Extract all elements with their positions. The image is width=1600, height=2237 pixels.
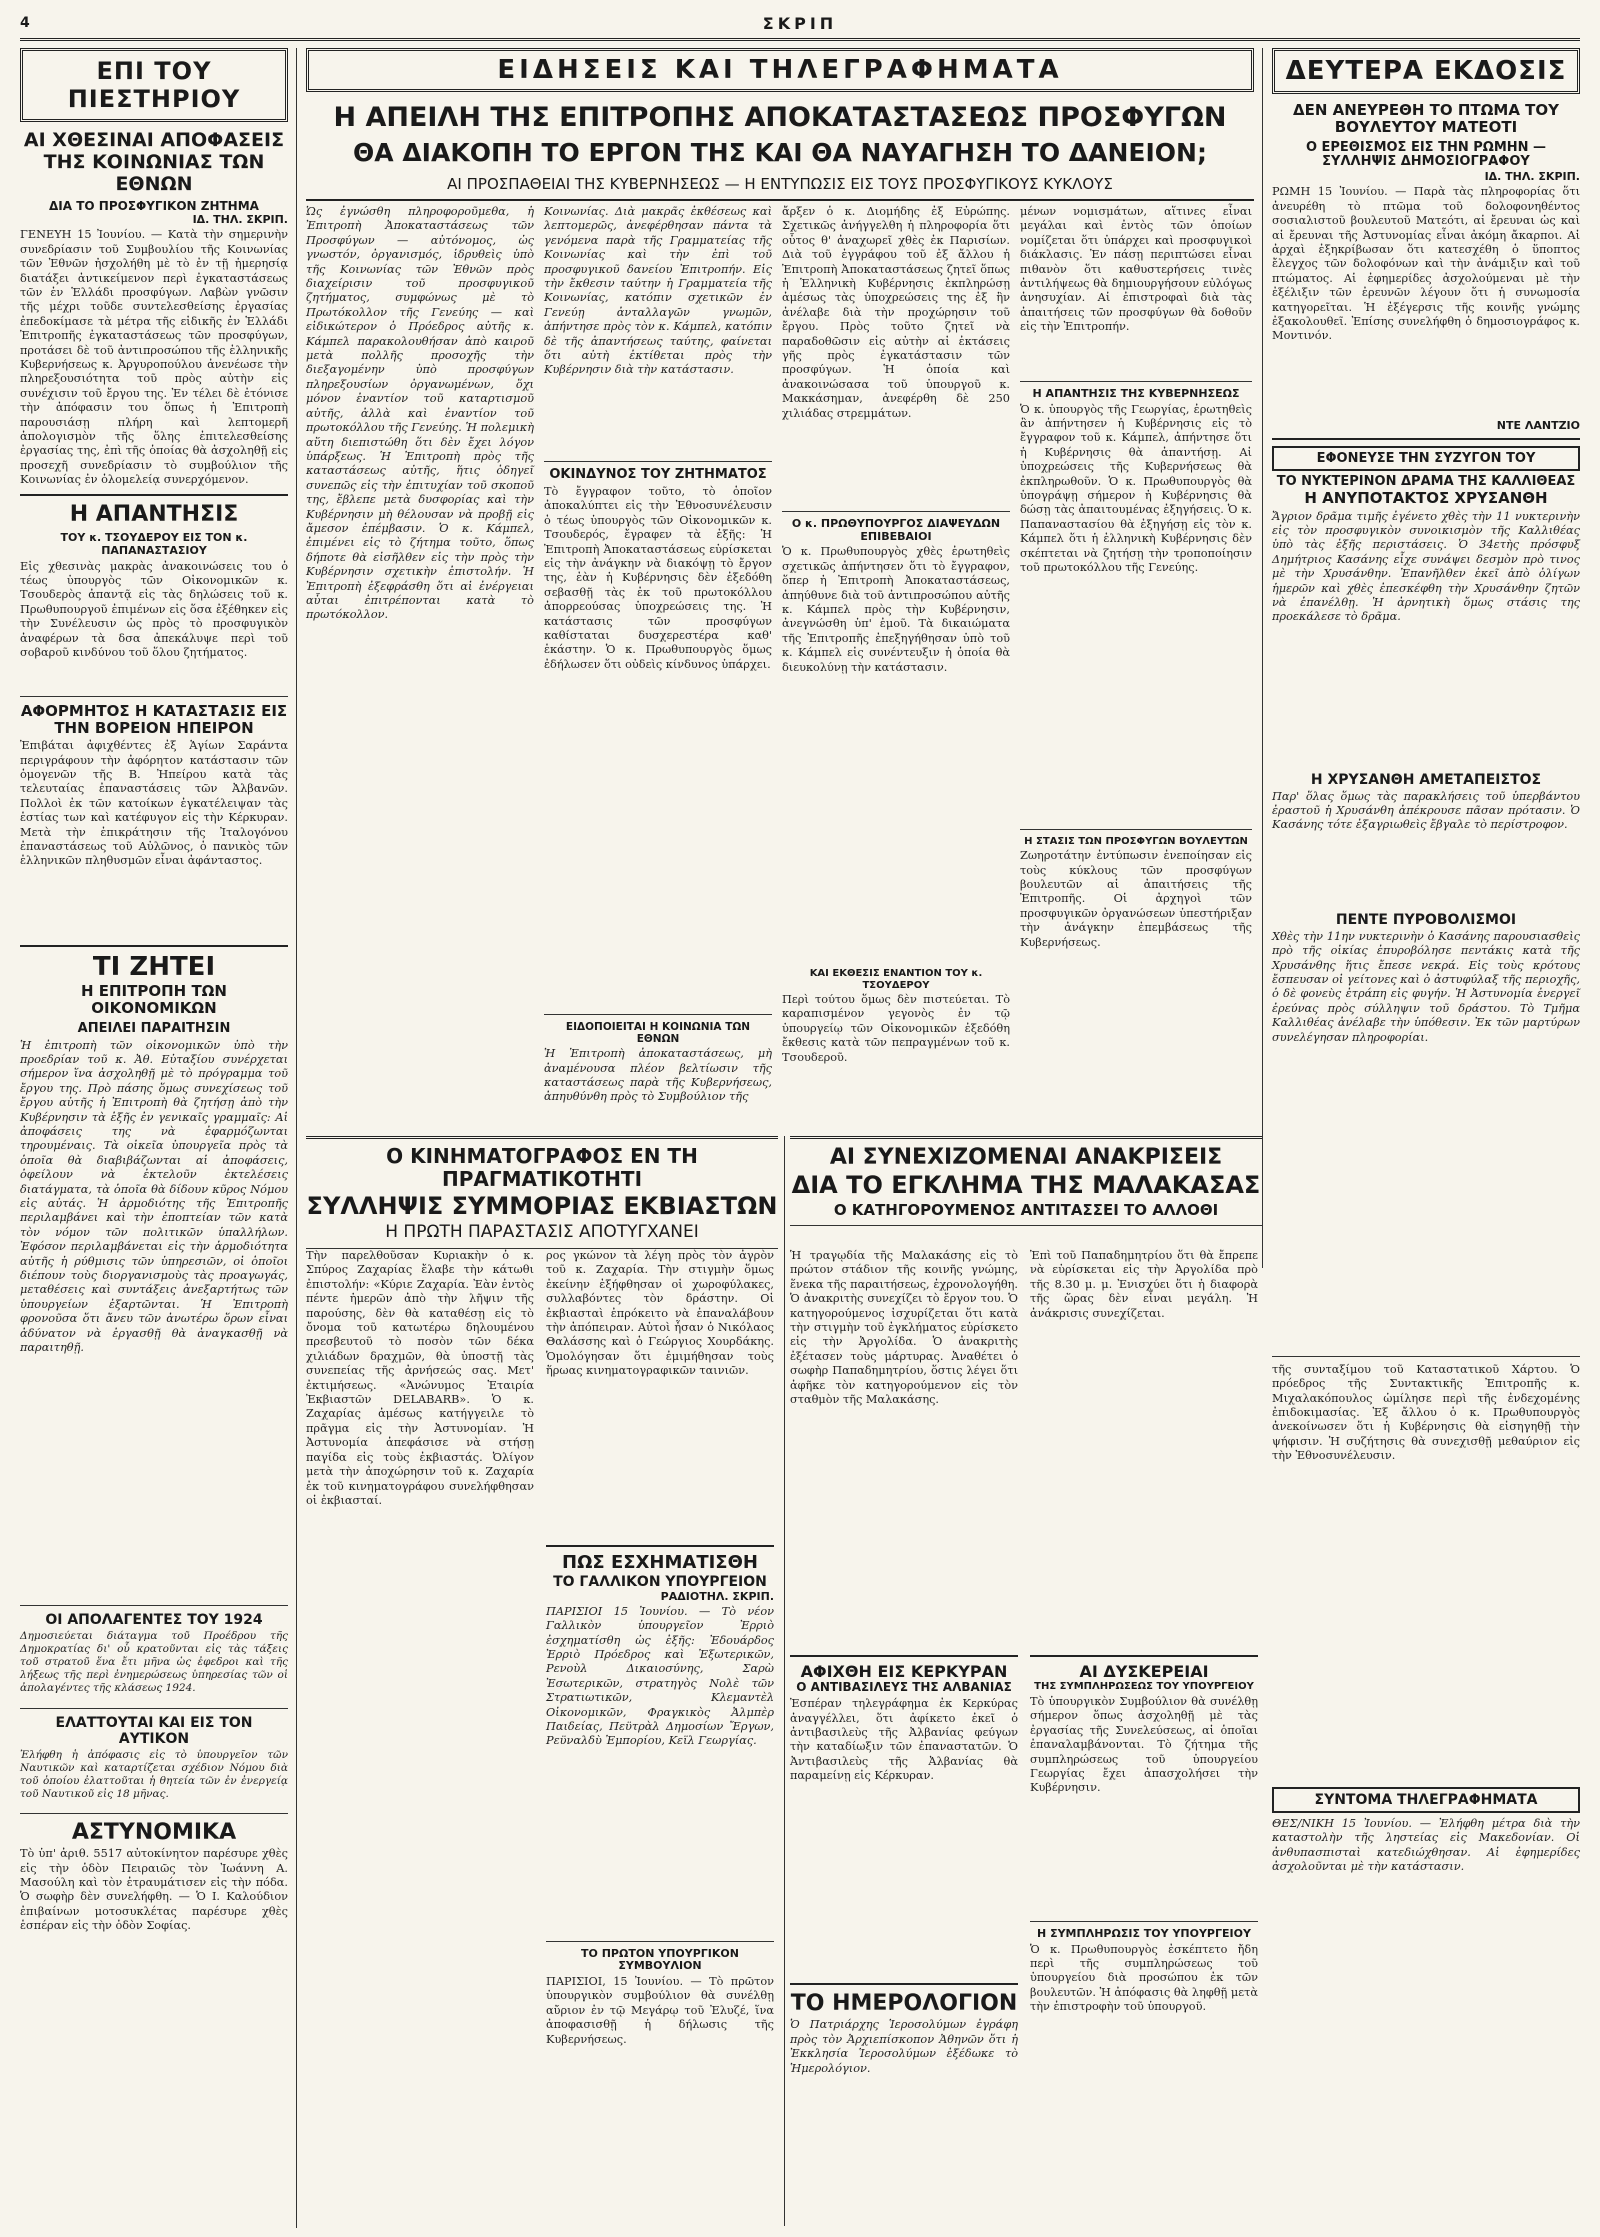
divider [546, 1545, 774, 1547]
story1-text-b: ρος γκώνον τὰ λέγη πρὸς τὸν ἀγρὸν τοῦ κ. Ζαχαρία. Τὴν στιγμὴν ὅμως ἐκείνην ἐξήφθησαν οἱ χωροφύλακες, συλλαβόντες τὸν δράστην. Οἱ ἐκβιασταὶ ἐπρόκειτο νὰ ἐπαναλάβουν τὴν ἀπόπειραν. Αὐτοὶ ἦσαν ὁ Νικόλαος Θαλάσσης καὶ ὁ Γεώργιος Χουρδάκης. Ὁμολόγησαν ὅτι ἐμιμήθησαν τοὺς ἥρωας κινηματογραφικῶν ταινιῶν. [546, 1249, 774, 1378]
story3-col-b [1030, 1247, 1258, 2222]
story4-head: ΑΦΙΧΘΗ ΕΙΣ ΚΕΡΚΥΡΑΝ [800, 1662, 1008, 1681]
left-h3: ΑΦΟΡΜΗΤΟΣ Η ΚΑΤΑΣΤΑΣΙΣ ΕΙΣ ΤΗΝ ΒΟΡΕΙΟΝ ΗΠΕΙΡΟΝ [20, 701, 288, 737]
divider [20, 1708, 288, 1709]
right-h3: Η ΧΡΥΣΑΝΘΗ ΑΜΕΤΑΠΕΙΣΤΟΣ [1310, 771, 1542, 788]
left-lead-text: ΓΕΝΕΥΗ 15 Ἰουνίου. — Κατὰ τὴν σημερινὴν συνεδρίασιν τοῦ Συμβουλίου τῆς Κοινωνίας τῶν Ἐθνῶν ἠσχολήθη μὲ τὸ ἐν τῇ ἡμερησίᾳ διατάξει ἀντικείμενον περὶ ἐγκαταστάσεως τῶν ἐν Ἑλλάδι προσφύγων. Λαβὼν γνῶσιν τῆς μέχρι τοῦδε συντελεσθείσης ἐργασίας ἐπεδοκίμασε τὰ μέτρα τῆς εἰδικῆς ἐν Ἑλλάδι Ἐπιτροπῆς ἐγκαταστάσεως τῶν προσφύγων, προτάσει δὲ τοῦ ἀντιπροσώπου τῆς ἑλληνικῆς Κυβερνήσεως κ. Ἀργυροπούλου ἀνενέωσε τὴν πληρεξουσιότητα τοῦ πρὸς αὐτὴν εἰς συνέχισιν τοῦ ἔργου της. Ἐν τέλει δὲ ἐτόνισε τὴν ἀπόφασιν του ὅπως ἡ Ἐπιτροπὴ παρουσιάσῃ πλήρη καὶ λεπτομερῆ ἀπολογισμὸν τῆς ὅλης ἐπιτελεσθείσης ἐργασίας της, ἐπὶ τῆς ὁποίας θὰ ἀσχοληθῇ εἰς προσεχῆ συνεδρίασιν τὸ συμβούλιον τῆς Κοινωνίας ἐν ὁλομελείᾳ συνερχόμενον. [20, 228, 288, 487]
bottom-left-section [306, 1136, 778, 2229]
notice-societe [544, 1008, 772, 1118]
story3-head: ΑΙ ΣΥΝΕΧΙΖΟΜΕΝΑΙ ΑΝΑΚΡΙΣΕΙΣ [829, 1145, 1223, 1170]
left-h2-sub: ΤΟΥ κ. ΤΣΟΥΔΕΡΟΥ ΕΙΣ ΤΟΝ κ. ΠΑΠΑΝΑΣΤΑΣΙΟΥ [60, 530, 248, 557]
page-number: 4 [20, 15, 30, 31]
left-subhead: ΔΙΑ ΤΟ ΠΡΟΣΦΥΓΙΚΟΝ ΖΗΤΗΜΑ [49, 198, 259, 213]
left-h5: ΟΙ ΑΠΟΛΑΓΕΝΤΕΣ ΤΟΥ 1924 [45, 1611, 263, 1628]
story7-text: Ὁ κ. Πρωθυπουργὸς ἐσκέπτετο ἤδη περὶ τῆς συμπληρώσεως τοῦ ὑπουργείου διὰ προσώπου ἐκ τῶν βουλευτῶν. Ἡ ἀπόφασις θὰ ληφθῇ μετὰ τὴν ἐπιστροφὴν τοῦ ὑπουργοῦ. [1030, 1942, 1258, 2014]
divider [546, 1941, 774, 1942]
left-headline: ΑΙ ΧΘΕΣΙΝΑΙ ΑΠΟΦΑΣΕΙΣ ΤΗΣ ΚΟΙΝΩΝΙΑΣ ΤΩΝ ΕΘΝΩΝ [23, 129, 285, 195]
paper-name: ΣΚΡΙΠ [762, 13, 838, 33]
left-h4-sub: Η ΕΠΙΤΡΟΠΗ ΤΩΝ ΟΙΚΟΝΟΜΙΚΩΝ [80, 982, 227, 1018]
divider [20, 494, 288, 496]
divider [1272, 1356, 1580, 1357]
center-col-4-text-b: Ὁ κ. ὑπουργὸς τῆς Γεωργίας, ἐρωτηθεὶς ἂν ἀπήντησεν ἡ Κυβέρνησις εἰς τὸ ἔγγραφον τοῦ κ. Κάμπελ, ἀπήντησε ὅτι ἡ Κυβέρνησις θὰ ἀπαντήσῃ. Αἱ ὑποχρεώσεις τῆς Κυβερνήσεως θὰ ἐκπληρωθοῦν. Ὁ κ. Πρωθυπουργὸς θὰ ὑπογράψῃ σήμερον ἡ Κυβέρνησις θὰ δώσῃ τὰς ἀπαιτουμένας ἐξηγήσεις. Ὁ κ. Παπαναστασίου θὰ ἐξηγήσῃ εἰς τὸν κ. Κάμπελ ὅτι ἡ ἑλληνικὴ Κυβέρνησις δὲν σκέπτεται νὰ ζητήσῃ τὴν τροποποίησιν τοῦ πρωτοκόλλου τῆς Γενεύης. [1020, 402, 1252, 575]
divider [1030, 1655, 1258, 1657]
divider [544, 461, 772, 462]
divider [20, 945, 288, 947]
left-banner: ΕΠΙ ΤΟΥ ΠΙΕΣΤΗΡΙΟΥ [20, 48, 288, 122]
story3-col-a [790, 1247, 1018, 2222]
left-h4-sub2: ΑΠΕΙΛΕΙ ΠΑΡΑΙΤΗΣΙΝ [77, 1020, 231, 1036]
right-p6: ΘΕΣ/ΝΙΚΗ 15 Ἰουνίου. — Ἐλήφθη μέτρα διὰ τὴν καταστολὴν τῆς ληστείας εἰς Μακεδονίαν. Οἱ ἀνθυπασπισταὶ κατεδιώχθησαν. Αἱ ἐφημερίδες ἀσχολοῦνται μὲ τὴν κατάστασιν. [1272, 1816, 1580, 1873]
column-rule [296, 48, 297, 2228]
right-p2: Ἄγριον δρᾶμα τιμῆς ἐγένετο χθὲς τὴν 11 νυκτερινὴν εἰς τὸν προσφυγικὸν συνοικισμὸν τῆς Καλλιθέας ὑπὸ τὰς ἑξῆς περιστάσεις. Ὁ 34ετὴς πρόσφυξ Δημήτριος Κασάνης εἶχε συνάψει δεσμὸν πρὸ τινος μὲ τὴν Χρυσάνθην. Ἐπανῆλθεν ἐκεῖ ἀπὸ ὀλίγων ἡμερῶν καὶ χθὲς ἐπεσκέφθη τὴν Χρυσάνθην ζητῶν νὰ ἐπανέλθῃ. Ἡ ἀρνητικὴ ὅμως στάσις της προεκάλεσε τὸ δρᾶμα. [1272, 509, 1580, 624]
divider [1272, 438, 1580, 440]
masthead [20, 8, 1580, 41]
left-h4: ΤΙ ΖΗΤΕΙ [92, 952, 216, 983]
center-col-3-text-b: Ὁ κ. Πρωθυπουργὸς χθὲς ἐρωτηθεὶς σχετικῶς ἀπήντησεν ὅτι τὸ ἔγγραφον, ὅπερ ἡ Ἐπιτροπὴ Ἀποκαταστάσεως, ἀπηύθυνε διὰ τοῦ ἀντιπροσώπου αὐτῆς κ. Κάμπελ πρὸς τὴν Κυβέρνησιν, ἀνεγνώσθη ὑπ' ἐμοῦ. Τὰ δικαιώματα τῆς Ἐπιτροπῆς ἐπεξηγήθησαν ὑπὸ τοῦ κ. Κάμπελ εἰς συνέντευξιν ἡ ὁποία θὰ διευκολύνῃ τὴν κατάστασιν. [782, 545, 1010, 674]
left-p3: Ἐπιβάται ἀφιχθέντες ἐξ Ἁγίων Σαράντα περιγράφουν τὴν ἀφόρητον κατάστασιν τῶν ὁμογενῶν τῆς Β. Ἠπείρου κατὰ τὰς τελευταίας ἐπαναστάσεις τῶν Ἀλβανῶν. Πολλοὶ ἐκ τῶν κατοίκων ἐγκατέλειψαν τὰς ἑστίας των καὶ κατέφυγον εἰς τὴν Κέρκυραν. Μετὰ τὴν ἐπικράτησιν τῆς Ἰταλογόνου ἐπαναστάσεως τοῦ Αὐλῶνος, ὁ πανικὸς τῶν ἑλληνικῶν πληθυσμῶν εἶναι ἀφάνταστος. [20, 739, 288, 868]
center-banner: ΕΙΔΗΣΕΙΣ ΚΑΙ ΤΗΛΕΓΡΑΦΗΜΑΤΑ [306, 48, 1254, 92]
right-dateline: ΙΔ. ΤΗΛ. ΣΚΡΙΠ. [1484, 170, 1580, 184]
story1-col-a [306, 1247, 534, 2222]
story1-text-a: Τὴν παρελθοῦσαν Κυριακὴν ὁ κ. Σπύρος Ζαχαρίας ἔλαβε τὴν κάτωθι ἐπιστολήν: «Κύριε Ζαχαρία. Ἐὰν ἐντὸς πέντε ἡμερῶν ἀπὸ τὴν λῆψιν τῆς παρούσης, δὲν θὰ καταθέσῃ εἰς τὸ ὄνομα τοῦ κατωτέρω δηλουμένου πρεσβευτοῦ τὸ ποσὸν τῶν δέκα χιλιάδων δραχμῶν, θὰ ὑποστῇ τὰς συνεπείας τῆς ἀρνήσεώς σας. Μετ' ἐκτιμήσεως. «Ἀνώνυμος Ἑταιρία Ἐκβιαστῶν DELABARB». Ὁ κ. Ζαχαρίας ἀμέσως κατήγγειλε τὸ πρᾶγμα εἰς τὴν Ἀστυνομίαν. Ἡ Ἀστυνομία ἀπεφάσισε νὰ στήσῃ παγίδα εἰς τοὺς ἐκβιαστάς. Ὀλίγον μετὰ τὴν ἀποχώρησιν τοῦ κ. Ζαχαρία ἐκ τοῦ κινηματογράφου συνελήφθησαν οἱ ἐκβιασταί. [306, 1249, 534, 1507]
notice-a-head: ΕΙΔΟΠΟΙΕΙΤΑΙ Η ΚΟΙΝΩΝΙΑ ΤΩΝ ΕΘΝΩΝ [565, 1021, 751, 1046]
story2-text-b: ΠΑΡΙΣΙΟΙ, 15 Ἰουνίου. — Τὸ πρῶτον ὑπουργικὸν συμβούλιον θὰ συνέλθῃ αὔριον ἐν τῷ Μεγάρῳ τοῦ Ἐλυζέ, ἵνα ἀποφασισθῇ ἡ δήλωσις τῆς Κυβερνήσεως. [546, 1975, 774, 2046]
center-col-4-head: Η ΑΠΑΝΤΗΣΙΣ ΤΗΣ ΚΥΒΕΡΝΗΣΕΩΣ [1032, 387, 1240, 400]
center-col-1 [306, 203, 534, 1123]
story1-head: Ο ΚΙΝΗΜΑΤΟΓΡΑΦΟΣ ΕΝ ΤΗ ΠΡΑΓΜΑΤΙΚΟΤΗΤΙ [386, 1144, 698, 1191]
center-top-section [306, 48, 1254, 1128]
story3-text-b: Ἐπὶ τοῦ Παπαδημητρίου ὅτι θὰ ἔπρεπε νὰ εὑρίσκεται εἰς τὴν Ἀργολίδα πρὸ τῆς 8.30 μ. μ. Ἐνισχύει ὅτι ἡ διαφορὰ τῆς ὥρας δὲν εἶναι μεγάλη. Ἡ ἀνάκρισις συνεχίζεται. [1030, 1249, 1258, 1320]
left-column [20, 48, 288, 2228]
bottom-right-section [790, 1136, 1262, 2229]
divider [1020, 381, 1252, 382]
center-col-2-text-b: Τὸ ἔγγραφον τοῦτο, τὸ ὁποῖον ἀποκαλύπτει εἰς τὴν Ἐθνοσυνέλευσιν ὁ τέως ὑπουργὸς τῶν Οἰκονομικῶν κ. Τσουδερός, ἔγραφεν τὰ ἑξῆς: Ἡ Ἐπιτροπὴ Ἀποκαταστάσεως εὑρίσκεται εἰς τὴν ἀνάγκην νὰ διακόψῃ τὸ ἔργον της, ἐὰν ἡ Κυβέρνησις δὲν ἐξεδόθη σεβασθῇ τὰς ἐκ τοῦ πρωτοκόλλου ἀπορρεούσας ὑποχρεώσεις της. Ἡ κατάστασις τῶν προσφύγων καθίσταται δυσχερεστέρα καθ' ἑκάστην. Ὁ κ. Πρωθυπουργὸς ὅμως ἐδήλωσεν ὅτι οὐδεὶς κίνδυνος ὑπάρχει. [544, 484, 772, 671]
left-h6: ΕΛΑΤΤΟΥΤΑΙ ΚΑΙ ΕΙΣ ΤΟΝ ΑΥΤΙΚΟΝ [55, 1714, 253, 1747]
center-headline-1: Η ΑΠΕΙΛΗ ΤΗΣ ΕΠΙΤΡΟΠΗΣ ΑΠΟΚΑΤΑΣΤΑΣΕΩΣ ΠΡΟΣΦΥΓΩΝ [333, 102, 1227, 133]
story7-head: Η ΣΥΜΠΛΗΡΩΣΙΣ ΤΟΥ ΥΠΟΥΡΓΕΙΟΥ [1037, 1926, 1251, 1940]
notice-b-text: Περὶ τούτου ὅμως δὲν πιστεύεται. Τὸ καραπισμένον γεγονὸς ἐν τῷ ὑπουργείῳ τῶν Οἰκονομικῶν ἐξεδόθη ἔκθεσις κατὰ τῶν πεπραγμένων τοῦ κ. Τσουδεροῦ. [782, 993, 1010, 1064]
left-p7: Τὸ ὑπ' ἀριθ. 5517 αὐτοκίνητον παρέσυρε χθὲς εἰς τὴν ὁδὸν Πειραιῶς τὸν Ἰωάννη Α. Μασούλη καὶ τὸν ἐτραυμάτισεν εἰς τὴν πόδα. Ὁ σωφὴρ δὲν συνελήφθη. — Ὁ Ι. Καλούδιον ἐπιβαίνων μοτοσυκλέτας παρέσυρε χθὲς ἑσπέραν εἰς τὴν ὁδὸν Σοφίας. [20, 1847, 288, 1933]
story2-head3: ΤΟ ΠΡΩΤΟΝ ΥΠΟΥΡΓΙΚΟΝ ΣΥΜΒΟΥΛΙΟΝ [581, 1946, 739, 1973]
story3-head2: ΔΙΑ ΤΟ ΕΓΚΛΗΜΑ ΤΗΣ ΜΑΛΑΚΑΣΑΣ [791, 1171, 1261, 1200]
newspaper-page [20, 8, 1580, 2228]
center-col-4-head-2: Η ΣΤΑΣΙΣ ΤΩΝ ΠΡΟΣΦΥΓΩΝ ΒΟΥΛΕΥΤΩΝ [1024, 835, 1248, 847]
story2-text: ΠΑΡΙΣΙΟΙ 15 Ἰουνίου. — Τὸ νέον Γαλλικὸν ὑπουργεῖον Ἐρριὸ ἐσχηματίσθη ὡς ἑξῆς: Ἐδουάρδος Ἐρριὸ Πρόεδρος καὶ Ἐξωτερικῶν, Ρενοὺλ Δικαιοσύνης, Σαρὼ Ἐσωτερικῶν, στρατηγὸς Νολὲ τῶν Στρατιωτικῶν, Κλεμαντὲλ Οἰκονομικῶν, Φραγκικὸς Ἀλμπὲρ Παιδείας, Πεϋτρὰλ Δημοσίων Ἔργων, Ρεϋναλδὺ Ἐμπορίου, Κεϊλ Γεωργίας. [546, 1604, 774, 1748]
divider [544, 1014, 772, 1015]
left-p4: Ἡ ἐπιτροπὴ τῶν οἰκονομικῶν ὑπὸ τὴν προεδρίαν τοῦ κ. Ἀθ. Εὐταξίου συνέρχεται σήμερον ἵνα ἀσχοληθῇ μὲ τὸ πρόγραμμα τοῦ ἔργου της. Πρὸ πάσης ὅμως συνεχίσεως τοῦ ἔργου αὐτῆς ἡ Ἐπιτροπὴ θὰ ζητήσῃ ἀπὸ τὴν Κυβέρνησιν τὰ ἑξῆς ἐν γενικαῖς γραμμαῖς: Αἱ ἀποφάσεις της νὰ ἐφαρμόζωνται τηρουμέναις. Τὰ οἰκεῖα ὑπουργεῖα πρὸς τὰ ὁποῖα θὰ διαβιβάζωνται αἱ ἀποφάσεις, ὀφείλουν νὰ ἐκτελοῦν ἐκτελέσεις διατάγματα, τὰ ὁποῖα θὰ δίδουν κῦρος Νόμου εἰς αὐτάς. Ἡ ἁρμοδιότης τῆς Ἐπιτροπῆς περιλαμβάνει καὶ τὴν ἐποπτείαν τῶν κατὰ τὸν νόμον τῶν πολιτικῶν ὑπαλλήλων. Ἐφόσον περιλαμβάνεται εἰς τὴν ἁρμοδιότητα αὐτῆς ἡ ρύθμισις τῶν ὑπηρεσιῶν, οἱ ὁποῖοι διέπουν τοὺς διοργανισμοὺς τὰς προαγωγάς, μεταθέσεις καὶ συντάξεις ἀνεξαρτήτως τῶν ὑπουργείων ἐξαρτῶνται. Ἡ Ἐπιτροπὴ φρονοῦσα ὅτι ἄνευ τῶν ἀνωτέρω ὅρων εἶναι ἀδύνατον νὰ ἐργασθῇ θὰ ἀναγκασθῇ νὰ παραιτηθῇ. [20, 1038, 288, 1355]
story1-head2: ΣΥΛΛΗΨΙΣ ΣΥΜΜΟΡΙΑΣ ΕΚΒΙΑΣΤΩΝ [306, 1192, 778, 1220]
right-p5: τῆς συνταξίμου τοῦ Καταστατικοῦ Χάρτου. Ὁ πρόεδρος τῆς Συντακτικῆς Ἐπιτροπῆς κ. Μιχαλακόπουλος ὡμίλησε περὶ τῆς ἐνδεχομένης ἐπιδοκιμασίας. Ἐξ ἄλλου ὁ κ. Πρωθυπουργὸς ἀνεκοίνωσεν ὅτι ἡ Κυβέρνησις θὰ εἰσηγηθῇ τὴν ψήφισιν. Ἡ συζήτησις θὰ συνεχισθῇ μεθαύριον εἰς τὴν Ἐθνοσυνέλευσιν. [1272, 1362, 1580, 1463]
story5-head: ΤΟ ΗΜΕΡΟΛΟΓΙΟΝ [790, 1991, 1018, 2017]
center-headline-2: ΘΑ ΔΙΑΚΟΠΗ ΤΟ ΕΡΓΟΝ ΤΗΣ ΚΑΙ ΘΑ ΝΑΥΑΓΗΣΗ ΤΟ ΔΑΝΕΙΟΝ; [353, 138, 1207, 168]
story4-head2: Ο ΑΝΤΙΒΑΣΙΛΕΥΣ ΤΗΣ ΑΛΒΑΝΙΑΣ [796, 1680, 1012, 1695]
story6-head: ΑΙ ΔΥΣΚΕΡΕΙΑΙ [1079, 1662, 1209, 1681]
story4-text: Ἐσπέραν τηλεγράφημα ἐκ Κερκύρας ἀναγγέλλει, ὅτι ἀφίκετο ἐκεῖ ὁ ἀντιβασιλεὺς τῆς Ἀλβανίας φεύγων τὴν καταδίωξιν τῶν ἐπαναστατῶν. Ὁ Ἀντιβασιλεὺς τῆς Ἀλβανίας θὰ παραμείνῃ εἰς Κέρκυραν. [790, 1697, 1018, 1783]
right-p4: Χθὲς τὴν 11ην νυκτερινὴν ὁ Κασάνης παρουσιασθεὶς πρὸ τῆς οἰκίας ἐπυροβόλησε πεντάκις κατὰ τῆς Χρυσάνθης ἥτις ἔπεσε νεκρά. Εἰς τοὺς κρότους ἔσπευσαν οἱ γείτονες καὶ ὁ ἀστυφύλαξ τῆς περιοχῆς, ὁ δὲ φονεὺς ἐτράπη εἰς φυγήν. Ἡ Ἀστυνομία ἐνεργεῖ ἐρεύνας πρὸς σύλληψιν τοῦ δράστου. Τὸ Τμῆμα Καλλιθέας ἀνέλαβε τὴν ὑπόθεσιν. Ἐκ τῶν μαρτύρων συνελέγησαν πληροφορίαι. [1272, 929, 1580, 1044]
divider [20, 1605, 288, 1606]
story1-head3: Η ΠΡΩΤΗ ΠΑΡΑΣΤΑΣΙΣ ΑΠΟΤΥΓΧΑΝΕΙ [385, 1221, 699, 1242]
right-banner: ΔΕΥΤΕΡΑ ΕΚΔΟΣΙΣ [1272, 48, 1580, 94]
divider [790, 1983, 1018, 1985]
divider [1030, 1921, 1258, 1922]
story1-col-b [546, 1247, 774, 2222]
divider [790, 1225, 1262, 1226]
story3-text-a: Ἡ τραγῳδία τῆς Μαλακάσης εἰς τὸ πρώτον στάδιον τῆς κοινῆς γνώμης, ἕνεκα τῆς παραιτήσεως, ἐχρονολογήθη. Ὁ ἀνακριτὴς συνεχίζει τὸ ἔργον του. Ὁ κατηγορούμενος ἰσχυρίζεται ὅτι κατὰ τὴν στιγμὴν τοῦ ἐγκλήματος εὑρίσκετο εἰς τὴν Ἀργολίδα. Ὁ ἀνακριτὴς ἐξέτασεν τοὺς μάρτυρας. Ἀναθέτει ὁ σωφὴρ Παπαδημητρίου, ὅστις λέγει ὅτι ἀφῆκε τὸν κατηγορούμενον εἰς τὸν σταθμὸν τῆς Μαλακάσης. [790, 1249, 1018, 1407]
right-h4: ΠΕΝΤΕ ΠΥΡΟΒΟΛΙΣΜΟΙ [1335, 911, 1517, 928]
story6-head2: ΤΗΣ ΣΥΜΠΛΗΡΩΣΕΩΣ ΤΟΥ ΥΠΟΥΡΓΕΙΟΥ [1034, 1681, 1254, 1693]
center-col-3-head: Ο κ. ΠΡΩΘΥΠΟΥΡΓΟΣ ΔΙΑΨΕΥΔΩΝ ΕΠΙΒΕΒΑΙΟΙ [791, 517, 1001, 543]
story2-head2: ΤΟ ΓΑΛΛΙΚΟΝ ΥΠΟΥΡΓΕΙΟΝ [553, 1573, 767, 1590]
divider [790, 1655, 1018, 1657]
left-p2: Εἰς χθεσινὰς μακρὰς ἀνακοινώσεις του ὁ τέως ὑπουργὸς τῶν Οἰκονομικῶν κ. Τσουδερὸς ἀπαντᾷ εἰς τὰς δηλώσεις τοῦ κ. Πρωθυπουργοῦ ἐπιμένων εἰς ὅσα ἐξέθηκεν εἰς τὴν Συνέλευσιν ὡς πρὸς τὸ προσφυγικὸν ἀναφέρων τὰ δσα ἀπεκάλυψε περὶ τοῦ σοβαροῦ κινδύνου τοῦ ὅλου ζητήματος. [20, 559, 288, 660]
divider [306, 199, 1254, 201]
center-col-3-text: ἄρξεν ὁ κ. Διομήδης ἐξ Εὐρώπης. Σχετικῶς ἀνήγγελθη ἡ πληροφορία ὅτι οὗτος θ' ἀναχωρεῖ χθὲς ἐκ Παρισίων. Διὰ τοῦ ἐγγράφου τοῦ ἐξ ἄλλου ἡ Ἐπιτροπὴ Ἀποκαταστάσεως ζητεῖ ὅπως ἡ Ἑλληνικὴ Κυβέρνησις ἐκπληρώσῃ ἀμέσως τὰς ὑποχρεώσεις της ἐξ ἣν ἀνέλαβε διὰ τὴν προχώρησιν τοῦ ἔργου. Πρὸς τοῦτο ζητεῖ νὰ παραδοθῶσιν εἰς αὐτὴν αἱ ἐκτάσεις γῆς πρὸς ἐγκατάστασιν τῶν προσφύγων. Ἡ ὁποία καὶ ἀνακοινώσασα τοῦ ὑπουργοῦ κ. Μακκάσημαν, ἀνεφέρθη δὲ 250 χιλιάδας στρεμμάτων. [782, 205, 1010, 420]
center-col-2-head: ΟΚΙΝΔΥΝΟΣ ΤΟΥ ΖΗΤΗΜΑΤΟΣ [549, 467, 767, 482]
left-dateline: ΙΔ. ΤΗΛ. ΣΚΡΙΠ. [192, 213, 288, 227]
divider [20, 1813, 288, 1814]
right-h2-sub2: Η ΑΝΥΠΟΤΑΚΤΟΣ ΧΡΥΣΑΝΘΗ [1304, 489, 1548, 508]
right-h2: ΕΦΟΝΕΥΣΕ ΤΗΝ ΣΥΖΥΓΟΝ ΤΟΥ [1272, 446, 1580, 471]
center-col-2-text: Κοινωνίας. Διὰ μακρᾶς ἐκθέσεως καὶ λεπτομερῶς, ἀνεφέρθησαν πάντα τὰ γενόμενα παρὰ τῆς Γραμματείας τῆς Κοινωνίας καὶ τὴν ἐπὶ τοῦ προσφυγικοῦ δανείου Ἐπιτροπήν. Εἰς τὴν ἔκθεσιν ταύτην ἡ Γραμματεία τῆς Κοινωνίας, κατόπιν σχετικῶν ἐν Γενεύῃ ἀνταλλαγῶν γνωμῶν, ἀπήντησε πρὸς τὸν κ. Κάμπελ, κατόπιν δὲ τῆς ἀπαντήσεως ταύτης, φαίνεται ὅτι αὐτὴ ἐκτίθεται πρὸς τὴν Κυβέρνησιν διὰ τὴν κατάστασιν. [544, 205, 772, 377]
center-col-1-text: Ὡς ἐγνώσθη πληροφοροῦμεθα, ἡ Ἐπιτροπὴ Ἀποκαταστάσεως τῶν Προσφύγων — αὐτόνομος, ὡς γνωστόν, ὀργανισμός, ἱδρυθεὶς ὑπὸ τῆς Κοινωνίας τῶν Ἐθνῶν πρὸς διαχείρισιν τοῦ προσφυγικοῦ ζητήματος, συμφώνως μὲ τὸ Πρωτόκολλον τῆς Γενεύης — καὶ εἰδικώτερον ὁ Πρόεδρος αὐτῆς κ. Κάμπελ παρακολουθήσαν ἀπὸ καιροῦ μετὰ πολλῆς προσοχῆς τὴν διεξαγομένην ὑπὸ προσφύγων πληρεξουσίων ὀργανωμένων, ὅχι μόνον ἐναντίον τοῦ καταρτισμοῦ αὐτῆς, ἀλλὰ καὶ ἐναντίον τοῦ πρωτοκόλλου τῆς Γενεύης. Ἡ πολεμικὴ αὕτη διεπιστώθη ὅτι δὲν ἔχει λόγον ὑπάρξεως. Ἡ Ἐπιτροπὴ πρὸς τῆς καταστάσεως αὐτῆς, ἥτις ὁδηγεῖ συνεπῶς εἰς τὴν ἐπιτυχίαν τοῦ σκοποῦ της, ἔβλεπε μετὰ δυσφορίας καὶ τὴν Κυβέρνησιν μὴ θέλουσαν νὰ προβῇ εἰς ἄμεσον ἐπέμβασιν. Ὁ κ. Κάμπελ, ἐπιμένει εἰς τὸ ζήτημα τοῦτο, ὅπως δήποτε θὰ εἰσῆλθεν εἰς τὴν πρὸς τὴν Κυβέρνησιν σχετικὴν ἐπιστολήν. Ἡ Ἐπιτροπὴ ἐξεφράσθη ὅτι αἱ ἐνέργειαι αὗται ἐπιτρέπονται κατὰ τὸ πρωτόκολλον. [306, 205, 534, 622]
right-h2-sub: ΤΟ ΝΥΚΤΕΡΙΝΟΝ ΔΡΑΜΑ ΤΗΣ ΚΑΛΛΙΘΕΑΣ [1276, 474, 1576, 490]
left-h7: ΑΣΤΥΝΟΜΙΚΑ [71, 1819, 237, 1845]
story6-text: Τὸ ὑπουργικὸν Συμβούλιον θὰ συνέλθῃ σήμερον ὅπως ἀσχοληθῇ μὲ τὰς ἐργασίας τῆς Συνελεύσεως, αἱ ὁποῖαι ἐπαναλαμβάνονται. Τὸ ζήτημα τῆς συμπληρώσεως τοῦ ὑπουργείου Γεωργίας ἔχει ἀπασχολήσει τὴν Κυβέρνησιν. [1030, 1694, 1258, 1795]
left-p6: Ἐλήφθη ἡ ἀπόφασις εἰς τὸ ὑπουργεῖον τῶν Ναυτικῶν καὶ καταρτίζεται σχέδιον Νόμου διὰ τοῦ ὁποίου ἐλαττοῦται ἡ θητεία τῶν ἐν ἐνεργείᾳ τοῦ Ναυτικοῦ εἰς 18 μῆνας. [20, 1748, 288, 1800]
center-col-4-text: μένων νομισμάτων, αἵτινες εἶναι μεγάλαι καὶ ἐντὸς τῶν ὁποίων νομίζεται ὅτι ὑπάρχει καὶ προσφυγικοὶ διάκλασις. Ἐν πάσῃ περιπτώσει εἶναι πιθανὸν ὅτι καθυστερήσεις τινὲς ἀντιλήψεως θὰ δημιουργήσουν εὐλόγως ἀνησυχίαν. Αἱ ἐπιστροφαὶ διὰ τὰς ἀπαιτήσεις τῶν προσφύγων θὰ δοθοῦν εἰς τὴν Ἐπιτροπήν. [1020, 205, 1252, 334]
right-signature: ΝΤΕ ΛΑΝΤΖΙΟ [1496, 419, 1580, 433]
divider [20, 696, 288, 697]
story3-head3: Ο ΚΑΤΗΓΟΡΟΥΜΕΝΟΣ ΑΝΤΙΤΑΣΣΕΙ ΤΟ ΑΛΛΟΘΙ [833, 1200, 1219, 1219]
notice-a-text: Ἡ Ἐπιτροπὴ ἀποκαταστάσεως, μὴ ἀναμένουσα πλέον βελτίωσιν τῆς καταστάσεως παρὰ τῆς Κυβερνήσεως, ἀπηυθύνθη πρὸς τὸ Συμβούλιον τῆς [544, 1047, 772, 1104]
left-h2: Η ΑΠΑΝΤΗΣΙΣ [69, 502, 239, 528]
right-lead: ΡΩΜΗ 15 Ἰουνίου. — Παρὰ τὰς πληροφορίας ὅτι ἀνευρέθη τὸ πτῶμα τοῦ δολοφονηθέντος σοσιαλιστοῦ βουλευτοῦ Ματεότι, αἱ ἔρευναι ὡς καὶ αἱ ἔρευναι τῆς Ἀστυνομίας εἶναι ἀκόμη ἄκαρποι. Αἱ ἀρχαὶ ἐξηκρίβωσαν ὅτι κατεσχέθη ὁ ὕποπτος ἔλεγχος τῶν δολοφόνων καὶ τὴν ἀνάμιξιν καὶ τοῦ πτώματος. Αἱ ἐφημερίδες ἀσχολούμεναι μὲ τὴν ἐξέλιξιν τῶν ἐρευνῶν λέγουν ὅτι ἡ συνωμοσία κατηγορεῖται. Ἡ ἐξέγερσις τῆς κοινῆς γνώμης ἐξακολουθεῖ. Ἐπίσης συνελήφθη ὁ δημοσιογράφος κ. Μοντινόν. [1272, 185, 1580, 343]
divider [782, 511, 1010, 512]
column-rule [784, 1136, 785, 2226]
column-rule [1262, 48, 1263, 1268]
right-subhead: Ο ΕΡΕΘΙΣΜΟΣ ΕΙΣ ΤΗΝ ΡΩΜΗΝ — ΣΥΛΛΗΨΙΣ ΔΗΜΟΣΙΟΓΡΑΦΟΥ [1305, 139, 1547, 170]
right-column [1272, 48, 1580, 2228]
story2-dateline: ΡΑΔΙΟΤΗΛ. ΣΚΡΙΠ. [660, 1589, 774, 1603]
right-h6: ΣΥΝΤΟΜΑ ΤΗΛΕΓΡΑΦΗΜΑΤΑ [1272, 1787, 1580, 1813]
right-p3: Παρ' ὅλας ὅμως τὰς παρακλήσεις τοῦ ὑπερβάντου ἐραστοῦ ἡ Χρυσάνθη ἀπέκρουσε πᾶσαν πρότασιν. Ὁ Κασάνης τότε ἐξαγριωθεὶς ἔβγαλε τὸ περίστροφον. [1272, 789, 1580, 832]
left-p5: Δημοσιεύεται διάταγμα τοῦ Προέδρου τῆς Δημοκρατίας δι' οὗ κρατοῦνται εἰς τὰς τάξεις τοῦ στρατοῦ ἕνα ἔτι μῆνα ὡς ἐφεδροι καὶ τῆς λήξεως τῆς περὶ ἐνημερώσεως ὑπηρεσίας τῶν οἱ ἀπολαγέντες τῆς κλάσεως 1924. [20, 1629, 288, 1694]
center-headline-3: ΑΙ ΠΡΟΣΠΑΘΕΙΑΙ ΤΗΣ ΚΥΒΕΡΝΗΣΕΩΣ — Η ΕΝΤΥΠΩΣΙΣ ΕΙΣ ΤΟΥΣ ΠΡΟΣΦΥΓΙΚΟΥΣ ΚΥΚΛΟΥΣ [447, 174, 1113, 193]
notice-b-head: ΚΑΙ ΕΚΘΕΣΙΣ ΕΝΑΝΤΙΟΝ ΤΟΥ κ. ΤΣΟΥΔΕΡΟΥ [809, 968, 983, 991]
notice-tsouderos [782, 968, 1010, 1064]
center-col-4 [1020, 203, 1252, 1123]
center-col-2 [544, 203, 772, 1123]
right-headline: ΔΕΝ ΑΝΕΥΡΕΘΗ ΤΟ ΠΤΩΜΑ ΤΟΥ ΒΟΥΛΕΥΤΟΥ ΜΑΤΕΟΤΙ [1292, 101, 1559, 137]
story2-head: ΠΩΣ ΕΣΧΗΜΑΤΙΣΘΗ [562, 1552, 758, 1573]
divider [1020, 829, 1252, 830]
story5-text: Ὁ Πατριάρχης Ἱεροσολύμων ἐγράφη πρὸς τὸν Ἀρχιεπίσκοπον Ἀθηνῶν ὅτι ἡ Ἐκκλησία Ἱεροσολύμων ἐξέδωκε τὸ Ἡμερολόγιον. [790, 2018, 1018, 2075]
center-col-4-text-c: Ζωηροτάτην ἐντύπωσιν ἐνεποίησαν εἰς τοὺς κύκλους τῶν προσφύγων βουλευτῶν αἱ ἀπαιτήσεις τῆς Ἐπιτροπῆς. Οἱ ἀρχηγοὶ τῶν προσφυγικῶν ὀργανώσεων ὑπεστήριξαν τὴν ἀνάγκην ἐπεμβάσεως τῆς Κυβερνήσεως. [1020, 849, 1252, 949]
